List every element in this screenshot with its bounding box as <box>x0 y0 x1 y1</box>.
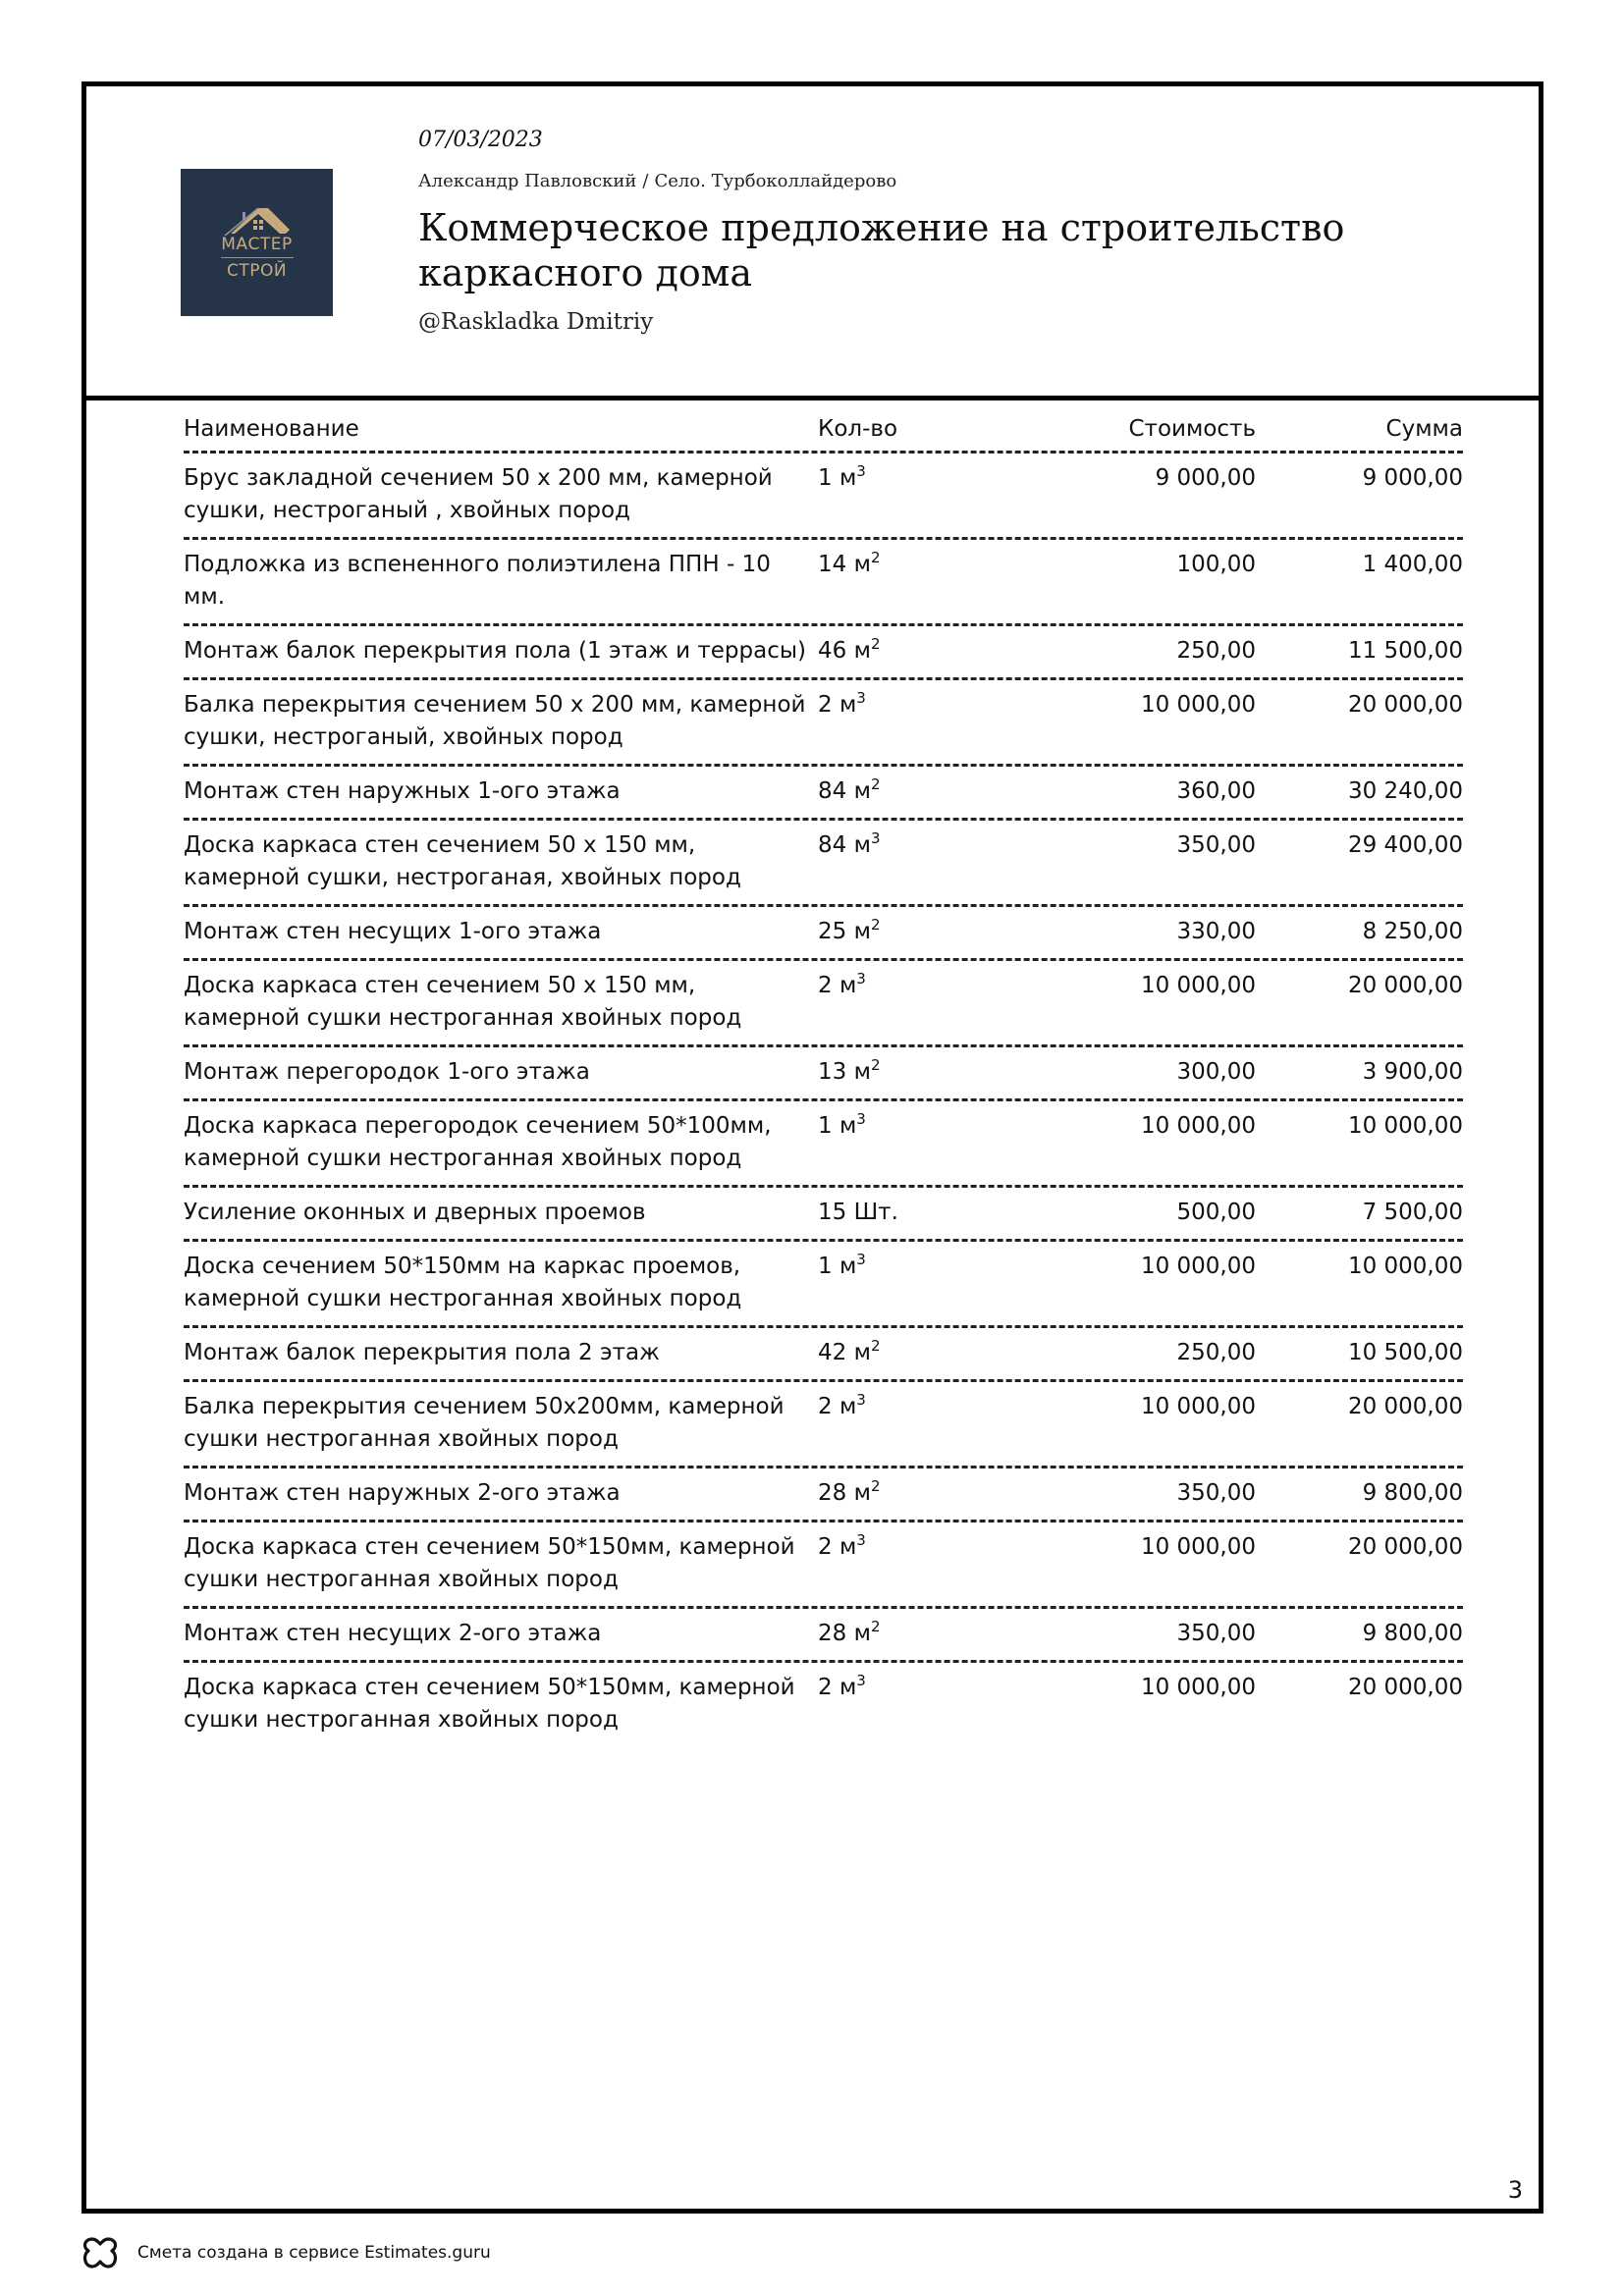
client-location-line <box>418 171 1499 191</box>
item-total: 3 900,00 <box>1362 1059 1463 1085</box>
item-total: 20 000,00 <box>1347 973 1463 998</box>
item-unit-price: 10 000,00 <box>1140 1675 1256 1700</box>
item-total: 1 400,00 <box>1362 552 1463 577</box>
quantity-value: 2 м <box>818 1534 857 1560</box>
item-name: Доска каркаса стен сечением 50*150мм, камерной сушки нестроганная хвойных пород <box>184 1675 795 1733</box>
item-total: 20 000,00 <box>1347 1675 1463 1700</box>
unit-exponent: 2 <box>870 1477 881 1495</box>
item-total: 20 000,00 <box>1347 1534 1463 1560</box>
quantity-value: 15 Шт. <box>818 1200 898 1225</box>
item-name: Усиление оконных и дверных проемов <box>184 1200 646 1225</box>
table-row <box>184 680 1463 767</box>
table-row <box>184 540 1463 626</box>
item-total: 20 000,00 <box>1347 1394 1463 1419</box>
item-unit-price: 350,00 <box>1176 832 1256 858</box>
item-unit-price: 350,00 <box>1176 1480 1256 1506</box>
item-total: 10 000,00 <box>1347 1254 1463 1279</box>
table-row <box>184 1522 1463 1609</box>
item-total: 10 500,00 <box>1347 1340 1463 1365</box>
quantity-value: 1 м <box>818 1113 857 1139</box>
item-total: 9 000,00 <box>1362 465 1463 491</box>
table-row <box>184 821 1463 907</box>
unit-exponent: 2 <box>870 1618 881 1635</box>
unit-exponent: 3 <box>856 1672 866 1689</box>
item-name: Монтаж балок перекрытия пола 2 этаж <box>184 1340 660 1365</box>
item-quantity <box>814 1056 1059 1089</box>
item-name: Балка перекрытия сечением 50х200мм, камерной сушки нестроганная хвойных пород <box>184 1394 785 1452</box>
house-roof-icon <box>223 204 292 236</box>
item-unit-price: 10 000,00 <box>1140 1534 1256 1560</box>
item-total: 9 800,00 <box>1362 1621 1463 1646</box>
item-quantity <box>814 1337 1059 1369</box>
document-title: Коммерческое предложение на строительство каркасного дома <box>418 206 1345 294</box>
author-handle: @Raskladka Dmitriy <box>418 309 654 335</box>
quantity-value: 2 м <box>818 1675 857 1700</box>
item-name: Доска каркаса стен сечением 50*150мм, камерной сушки нестроганная хвойных пород <box>184 1534 795 1592</box>
column-header-name: Наименование <box>184 416 359 442</box>
item-quantity <box>814 1672 1059 1736</box>
item-unit-price: 250,00 <box>1176 1340 1256 1365</box>
item-name: Доска сечением 50*150мм на каркас проемов, камерной сушки нестроганная хвойных пород <box>184 1254 742 1311</box>
item-total: 9 800,00 <box>1362 1480 1463 1506</box>
table-row <box>184 1047 1463 1101</box>
quantity-value: 2 м <box>818 692 857 718</box>
logo-divider <box>221 257 294 258</box>
item-quantity <box>814 1110 1059 1175</box>
unit-exponent: 3 <box>856 1531 866 1549</box>
item-unit-price: 360,00 <box>1176 778 1256 804</box>
quantity-value: 13 м <box>818 1059 871 1085</box>
table-row <box>184 1101 1463 1188</box>
table-header-row <box>184 400 1463 454</box>
item-quantity <box>814 775 1059 808</box>
quantity-value: 84 м <box>818 778 871 804</box>
column-header-sum: Сумма <box>1385 416 1463 442</box>
item-unit-price: 330,00 <box>1176 919 1256 944</box>
table-row <box>184 1382 1463 1468</box>
unit-exponent: 2 <box>870 1337 881 1355</box>
footer <box>81 2235 491 2270</box>
table-body <box>184 454 1463 1746</box>
item-name: Монтаж стен несущих 2-ого этажа <box>184 1621 602 1646</box>
item-name: Доска каркаса стен сечением 50 х 150 мм, камерной сушки нестроганная хвойных пород <box>184 973 742 1031</box>
item-quantity <box>814 970 1059 1035</box>
item-name: Монтаж стен наружных 2-ого этажа <box>184 1480 621 1506</box>
estimate-table <box>184 400 1463 1746</box>
client-name: Александр Павловский <box>418 171 637 191</box>
table-row <box>184 454 1463 540</box>
table-row <box>184 1663 1463 1746</box>
item-quantity <box>814 916 1059 948</box>
table-row <box>184 1468 1463 1522</box>
item-name: Монтаж перегородок 1-ого этажа <box>184 1059 590 1085</box>
unit-exponent: 2 <box>870 775 881 793</box>
table-row <box>184 907 1463 961</box>
item-name: Монтаж стен несущих 1-ого этажа <box>184 919 602 944</box>
quantity-value: 28 м <box>818 1480 871 1506</box>
quantity-value: 84 м <box>818 832 871 858</box>
item-unit-price: 100,00 <box>1176 552 1256 577</box>
item-quantity <box>814 1618 1059 1650</box>
unit-exponent: 3 <box>856 1110 866 1128</box>
item-total: 10 000,00 <box>1347 1113 1463 1139</box>
item-total: 7 500,00 <box>1362 1200 1463 1225</box>
unit-exponent: 3 <box>856 689 866 707</box>
quantity-value: 25 м <box>818 919 871 944</box>
footer-text: Смета создана в сервисе Estimates.guru <box>137 2243 491 2263</box>
item-unit-price: 10 000,00 <box>1140 1254 1256 1279</box>
item-unit-price: 9 000,00 <box>1155 465 1256 491</box>
item-name: Монтаж стен наружных 1-ого этажа <box>184 778 621 804</box>
item-quantity <box>814 1197 1059 1229</box>
item-name: Брус закладной сечением 50 х 200 мм, камерной сушки, нестроганый , хвойных пород <box>184 465 773 523</box>
item-quantity <box>814 1531 1059 1596</box>
logo-text-line1: МАСТЕР <box>221 235 293 255</box>
item-quantity <box>814 462 1059 527</box>
unit-exponent: 3 <box>870 829 881 847</box>
item-quantity <box>814 1477 1059 1510</box>
estimates-guru-logo-icon <box>81 2235 120 2270</box>
item-total: 8 250,00 <box>1362 919 1463 944</box>
meta-separator: / <box>642 171 649 191</box>
table-row <box>184 1242 1463 1328</box>
item-total: 20 000,00 <box>1347 692 1463 718</box>
item-quantity <box>814 549 1059 614</box>
column-header-qty: Кол-во <box>818 416 898 442</box>
item-total: 29 400,00 <box>1347 832 1463 858</box>
item-unit-price: 350,00 <box>1176 1621 1256 1646</box>
unit-exponent: 3 <box>856 462 866 480</box>
table-row <box>184 961 1463 1047</box>
item-name: Балка перекрытия сечением 50 х 200 мм, камерной сушки, нестроганый, хвойных пород <box>184 692 806 750</box>
unit-exponent: 3 <box>856 1391 866 1409</box>
document-date: 07/03/2023 <box>418 128 543 152</box>
location: Село. Турбоколлайдерово <box>654 171 897 191</box>
item-quantity <box>814 1251 1059 1315</box>
item-unit-price: 250,00 <box>1176 638 1256 664</box>
quantity-value: 46 м <box>818 638 871 664</box>
table-row <box>184 1188 1463 1242</box>
header-text-block <box>418 128 1499 335</box>
item-quantity <box>814 1391 1059 1456</box>
item-unit-price: 500,00 <box>1176 1200 1256 1225</box>
table-row <box>184 1328 1463 1382</box>
unit-exponent: 2 <box>870 916 881 934</box>
table-row <box>184 1609 1463 1663</box>
item-unit-price: 10 000,00 <box>1140 973 1256 998</box>
quantity-value: 28 м <box>818 1621 871 1646</box>
item-quantity <box>814 689 1059 754</box>
logo-text-line2: СТРОЙ <box>226 261 288 281</box>
table-row <box>184 626 1463 680</box>
column-header-price: Стоимость <box>1128 416 1256 442</box>
item-unit-price: 10 000,00 <box>1140 1113 1256 1139</box>
item-unit-price: 10 000,00 <box>1140 1394 1256 1419</box>
page-frame <box>81 81 1543 2214</box>
item-quantity <box>814 829 1059 894</box>
table-row <box>184 767 1463 821</box>
item-unit-price: 10 000,00 <box>1140 692 1256 718</box>
unit-exponent: 2 <box>870 635 881 653</box>
unit-exponent: 2 <box>870 549 881 566</box>
quantity-value: 2 м <box>818 973 857 998</box>
quantity-value: 14 м <box>818 552 871 577</box>
quantity-value: 42 м <box>818 1340 871 1365</box>
unit-exponent: 2 <box>870 1056 881 1074</box>
unit-exponent: 3 <box>856 970 866 988</box>
page-number: 3 <box>1507 2176 1523 2204</box>
unit-exponent: 3 <box>856 1251 866 1268</box>
company-logo <box>181 169 333 316</box>
item-name: Доска каркаса перегородок сечением 50*100мм, камерной сушки нестроганная хвойных пород <box>184 1113 772 1171</box>
quantity-value: 1 м <box>818 465 857 491</box>
item-name: Монтаж балок перекрытия пола (1 этаж и террасы) <box>184 638 806 664</box>
quantity-value: 1 м <box>818 1254 857 1279</box>
item-total: 30 240,00 <box>1347 778 1463 804</box>
item-unit-price: 300,00 <box>1176 1059 1256 1085</box>
document-header <box>86 86 1539 400</box>
quantity-value: 2 м <box>818 1394 857 1419</box>
item-quantity <box>814 635 1059 667</box>
item-name: Подложка из вспененного полиэтилена ППН - 10 мм. <box>184 552 771 610</box>
item-total: 11 500,00 <box>1347 638 1463 664</box>
item-name: Доска каркаса стен сечением 50 х 150 мм, камерной сушки, нестроганая, хвойных пород <box>184 832 741 890</box>
